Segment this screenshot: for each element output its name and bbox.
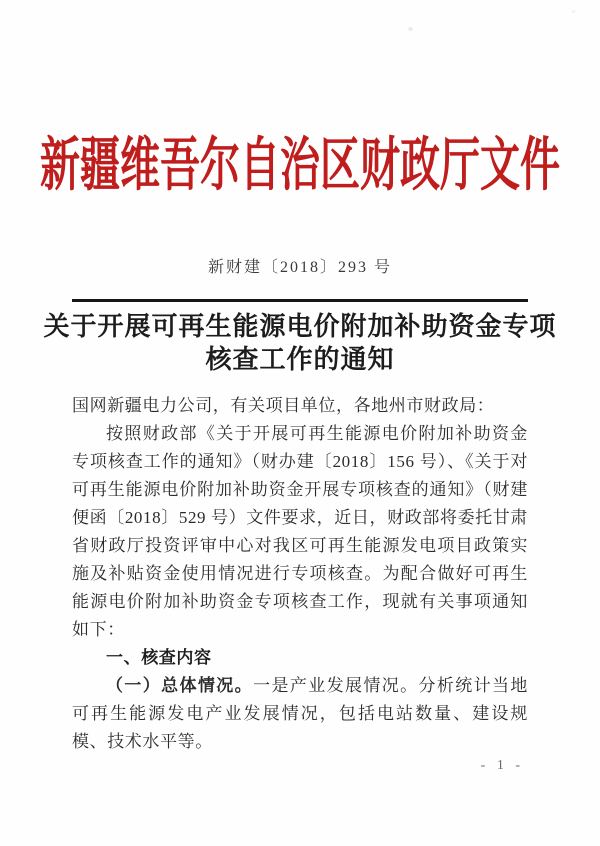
salutation-line: 国网新疆电力公司，有关项目单位，各地州市财政局： xyxy=(72,396,495,415)
section-item-1 xyxy=(72,672,528,756)
section-item-1-text: 一是产业发展情况。分析统计当地可再生能源发电产业发展情况，包括电站数量、建设规模、技术水平等。 xyxy=(72,676,528,751)
document-body xyxy=(72,392,528,756)
section-item-1-lead: （一）总体情况。 xyxy=(106,676,254,695)
scan-speckle xyxy=(408,27,413,31)
letterhead-divider-rule xyxy=(72,299,528,302)
page-number: - 1 - xyxy=(480,758,524,773)
scan-speckle xyxy=(572,10,575,13)
document-title-line2: 核查工作的通知 xyxy=(205,345,395,374)
section-heading-1: 一、核查内容 xyxy=(106,648,212,667)
document-title-line1: 关于开展可再生能源电价附加补助资金专项 xyxy=(43,312,557,341)
body-paragraph-1: 按照财政部《关于开展可再生能源电价附加补助资金专项核查工作的通知》（财办建〔2018〕156 号）、《关于对可再生能源电价附加补助资金开展专项核查的通知》（财建便函〔2018〕529 号）文件要求，近日，财政部将委托甘肃省财政厅投资评审中心对我区可再生能源发电项目政策实施及补贴资金使用情况进行专项核查。为配合做好可再生能源电价附加补助资金专项核查工作，现就有关事项通知如下： xyxy=(72,424,528,639)
document-number: 新财建〔2018〕293 号 xyxy=(207,259,392,276)
document-title xyxy=(36,310,564,376)
letterhead-title: 新疆维吾尔自治区财政厅文件 xyxy=(40,132,560,198)
